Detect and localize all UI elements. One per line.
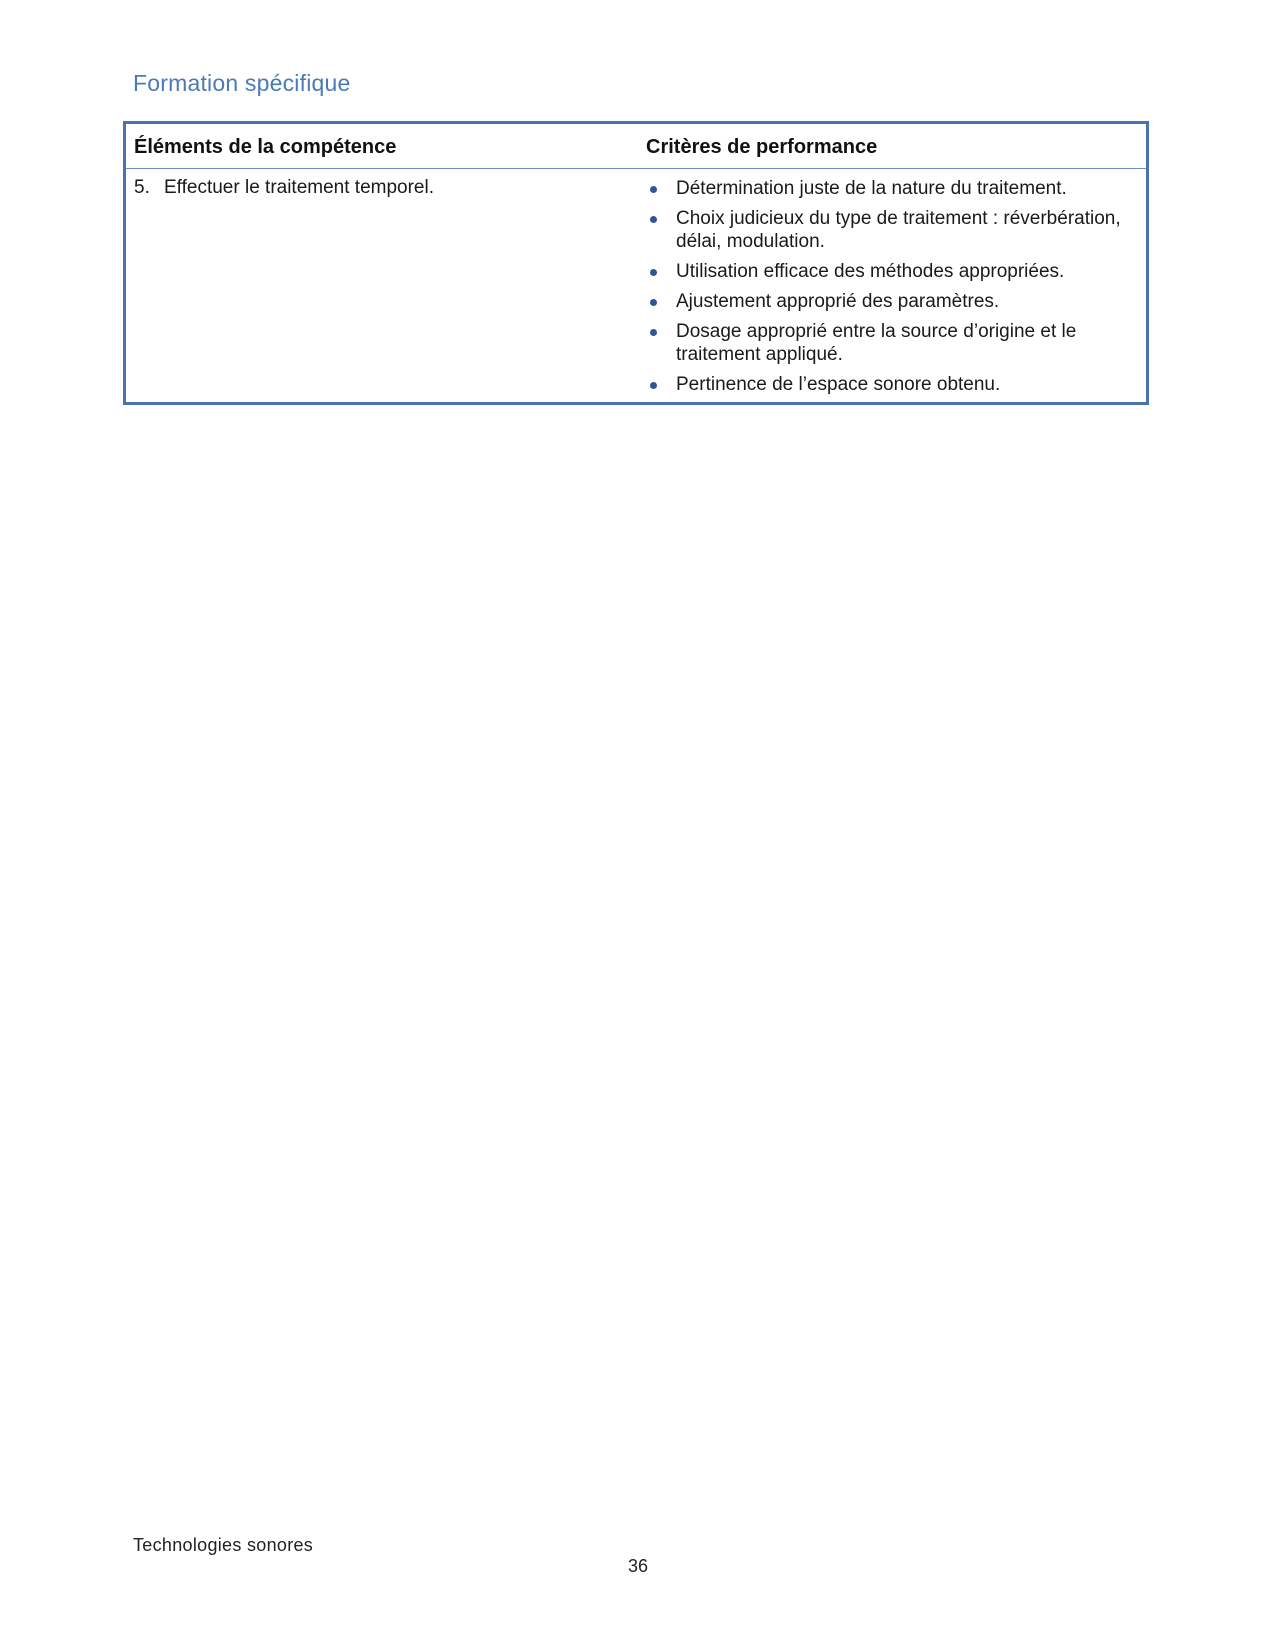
footer-program-name: Technologies sonores bbox=[133, 1535, 314, 1555]
bullet-icon bbox=[650, 216, 657, 223]
criteria-item bbox=[646, 207, 1138, 253]
criteria-text: Pertinence de l’espace sonore obtenu. bbox=[676, 374, 1001, 395]
criteria-item bbox=[646, 373, 1138, 396]
bullet-icon bbox=[650, 382, 657, 389]
section-title: Formation spécifique bbox=[133, 70, 351, 96]
table-row bbox=[125, 169, 1148, 404]
element-text: Effectuer le traitement temporel. bbox=[164, 177, 434, 198]
page-number: 36 bbox=[627, 1556, 649, 1576]
criteria-item bbox=[646, 177, 1138, 200]
bullet-icon bbox=[650, 329, 657, 336]
element-number: 5. bbox=[134, 177, 150, 198]
criteria-text: Détermination juste de la nature du traitement. bbox=[676, 178, 1067, 199]
criteria-cell bbox=[638, 169, 1148, 404]
criteria-item bbox=[646, 320, 1138, 366]
criteria-text: Choix judicieux du type de traitement : réverbération, délai, modulation. bbox=[676, 208, 1121, 252]
column-header-criteria: Critères de performance bbox=[638, 123, 1148, 169]
element-cell bbox=[125, 169, 639, 404]
criteria-list bbox=[646, 177, 1138, 396]
bullet-icon bbox=[650, 186, 657, 193]
criteria-text: Dosage approprié entre la source d’origine et le traitement appliqué. bbox=[676, 321, 1077, 365]
criteria-text: Ajustement approprié des paramètres. bbox=[676, 291, 1000, 312]
criteria-item bbox=[646, 260, 1138, 283]
competence-table bbox=[123, 121, 1149, 405]
criteria-text: Utilisation efficace des méthodes appropriées. bbox=[676, 261, 1065, 282]
bullet-icon bbox=[650, 269, 657, 276]
table-header-row bbox=[125, 123, 1148, 169]
column-header-elements: Éléments de la compétence bbox=[125, 123, 639, 169]
criteria-item bbox=[646, 290, 1138, 313]
bullet-icon bbox=[650, 299, 657, 306]
